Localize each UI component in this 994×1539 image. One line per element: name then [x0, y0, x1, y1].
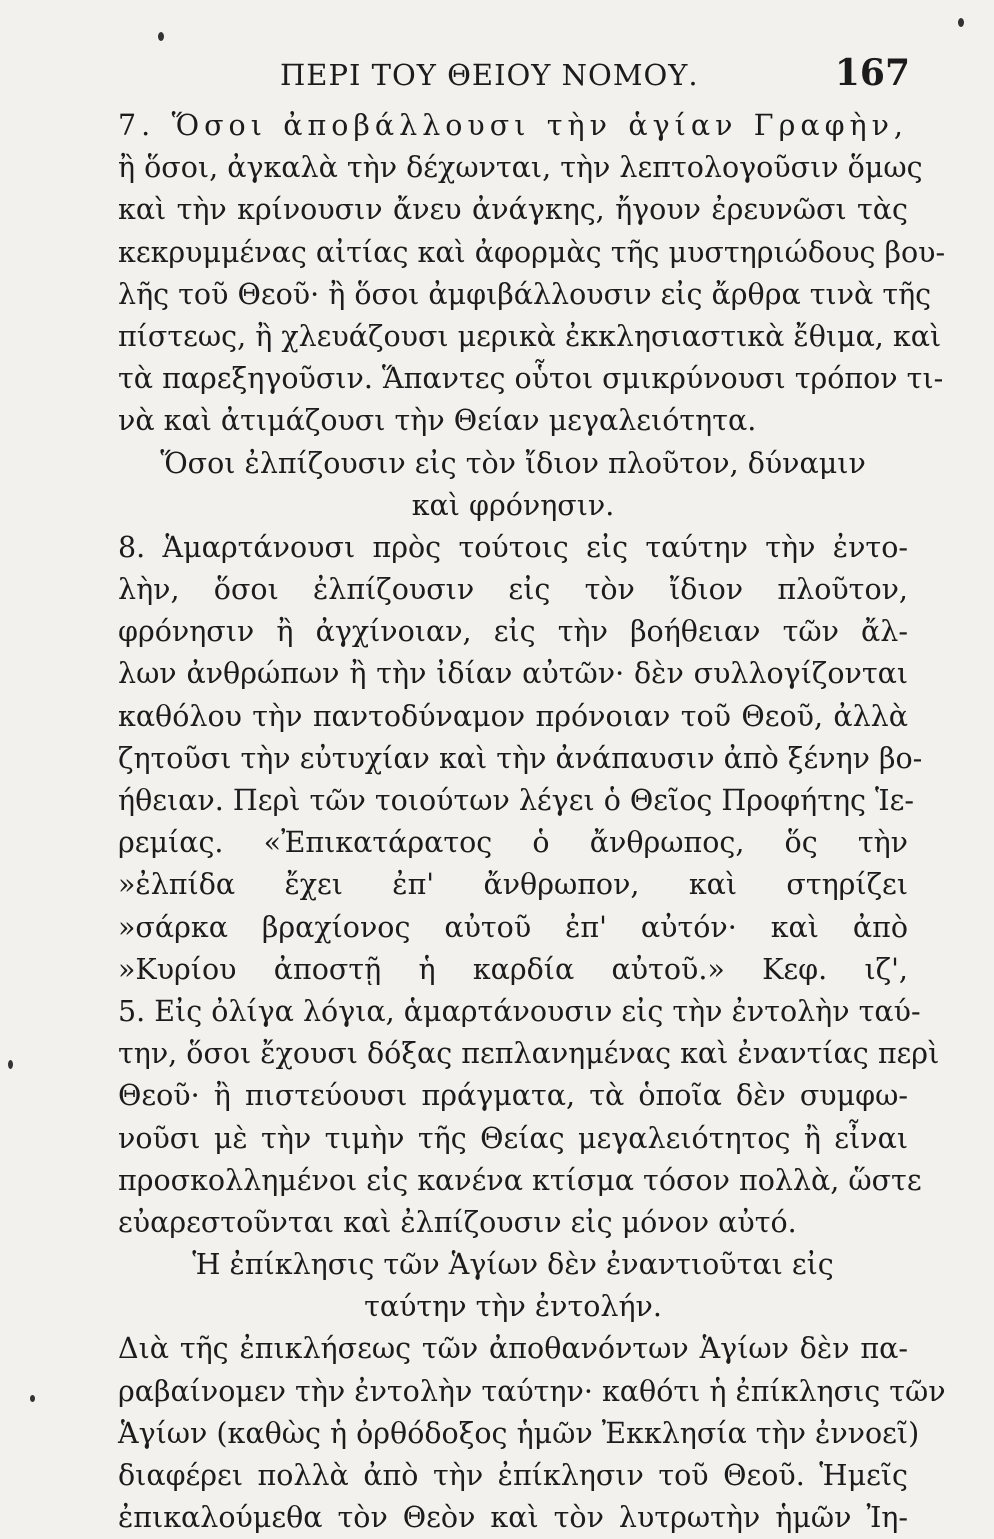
text-line: ήθειαν. Περὶ τῶν τοιούτων λέγει ὁ Θεῖος Προφήτης Ἱε- — [118, 784, 915, 817]
section-heading-line: καὶ φρόνησιν. — [411, 488, 615, 522]
text-line: Θεοῦ· ἢ πιστεύουσι πράγματα, τὰ ὁποῖα δὲν συμφω- — [118, 1079, 908, 1113]
ink-spot — [8, 1060, 13, 1069]
ink-spot — [958, 18, 964, 27]
text-line: λων ἀνθρώπων ἢ τὴν ἰδίαν αὐτῶν· δὲν συλλογίζονται — [118, 657, 908, 691]
text-line: λὴν, ὅσοι ἐλπίζουσιν εἰς τὸν ἴδιον πλοῦτον, — [118, 573, 908, 607]
text-line: τὰ παρεξηγοῦσιν. Ἅπαντες οὗτοι σμικρύνουσι τρόπον τι- — [118, 362, 944, 396]
page-body-text — [118, 105, 946, 1539]
text-line: »Κυρίου ἀποστῇ ἡ καρδία αὐτοῦ.» Κεφ. ιζ', — [118, 952, 908, 986]
text-line: Διὰ τῆς ἐπικλήσεως τῶν ἀποθανόντων Ἁγίων δὲν πα- — [118, 1332, 908, 1366]
text-line: 8. Ἁμαρτάνουσι πρὸς τούτοις εἰς ταύτην τὴν ἐντο- — [118, 530, 908, 564]
running-title: ΠΕΡΙ ΤΟΥ ΘΕΙΟΥ ΝΟΜΟΥ. — [280, 58, 699, 92]
section-heading-line: Ὅσοι ἐλπίζουσιν εἰς τὸν ἴδιον πλοῦτον, δύναμιν — [160, 446, 866, 480]
page-header — [150, 52, 910, 102]
text-line: φρόνησιν ἢ ἀγχίνοιαν, εἰς τὴν βοήθειαν τῶν ἄλ- — [118, 615, 908, 649]
text-line: 5. Εἰς ὀλίγα λόγια, ἁμαρτάνουσιν εἰς τὴν ἐντολὴν ταύ- — [118, 994, 921, 1028]
page-number: 167 — [834, 52, 910, 94]
text-line: νοῦσι μὲ τὴν τιμὴν τῆς Θείας μεγαλειότητος ἢ εἶναι — [118, 1121, 908, 1155]
text-line: κεκρυμμένας αἰτίας καὶ ἀφορμὰς τῆς μυστηριώδους βου- — [118, 235, 946, 269]
text-line: Ἁγίων (καθὼς ἡ ὀρθόδοξος ἡμῶν Ἐκκλησία τὴν ἐννοεῖ) — [118, 1416, 920, 1450]
text-line: εὐαρεστοῦνται καὶ ἐλπίζουσιν εἰς μόνον αὐτό. — [118, 1205, 797, 1239]
text-line: λῆς τοῦ Θεοῦ· ἢ ὅσοι ἀμφιβάλλουσιν εἰς ἄρθρα τινὰ τῆς — [118, 277, 932, 311]
text-line: 7. Ὅσοι ἀποβάλλουσι τὴν ἁγίαν Γραφὴν, — [118, 109, 908, 142]
text-line: την, ὅσοι ἔχουσι δόξας πεπλανημένας καὶ ἐναντίας περὶ — [118, 1037, 940, 1071]
text-line: ἢ ὅσοι, ἀγκαλὰ τὴν δέχωνται, τὴν λεπτολογοῦσιν ὅμως — [118, 151, 923, 185]
text-line: »ἐλπίδα ἔχει ἐπ' ἄνθρωπον, καὶ στηρίζει — [118, 868, 908, 902]
text-line: ρεμίας. «Ἐπικατάρατος ὁ ἄνθρωπος, ὅς τὴν — [118, 826, 908, 860]
ink-spot — [158, 32, 164, 41]
text-line: ραβαίνομεν τὴν ἐντολὴν ταύτην· καθότι ἡ ἐπίκλησις τῶν — [118, 1374, 946, 1408]
text-line: διαφέρει πολλὰ ἀπὸ τὴν ἐπίκλησιν τοῦ Θεοῦ. Ἡμεῖς — [118, 1459, 908, 1492]
text-line: ἐπικαλούμεθα τὸν Θεὸν καὶ τὸν λυτρωτὴν ἡμῶν Ἰη- — [118, 1501, 908, 1535]
text-line: »σάρκα βραχίονος αὐτοῦ ἐπ' αὐτόν· καὶ ἀπὸ — [118, 910, 908, 944]
text-line: πίστεως, ἢ χλευάζουσι μερικὰ ἐκκλησιαστικὰ ἔθιμα, καὶ — [118, 319, 942, 353]
ink-spot — [30, 1395, 35, 1402]
section-heading-line: Ἡ ἐπίκλησις τῶν Ἁγίων δὲν ἐναντιοῦται εἰς — [192, 1248, 834, 1282]
text-line: ζητοῦσι τὴν εὐτυχίαν καὶ τὴν ἀνάπαυσιν ἀπὸ ξένην βο- — [118, 741, 923, 775]
text-line: προσκολλημένοι εἰς κανένα κτίσμα τόσον πολλὰ, ὥστε — [118, 1163, 922, 1197]
text-line: καὶ τὴν κρίνουσιν ἄνευ ἀνάγκης, ἤγουν ἐρευνῶσι τὰς — [118, 193, 908, 227]
section-heading-line: ταύτην τὴν ἐντολήν. — [364, 1290, 662, 1324]
text-line: νὰ καὶ ἀτιμάζουσι τὴν Θείαν μεγαλειότητα. — [118, 404, 757, 438]
text-line: καθόλου τὴν παντοδύναμον πρόνοιαν τοῦ Θεοῦ, ἀλλὰ — [118, 699, 908, 733]
